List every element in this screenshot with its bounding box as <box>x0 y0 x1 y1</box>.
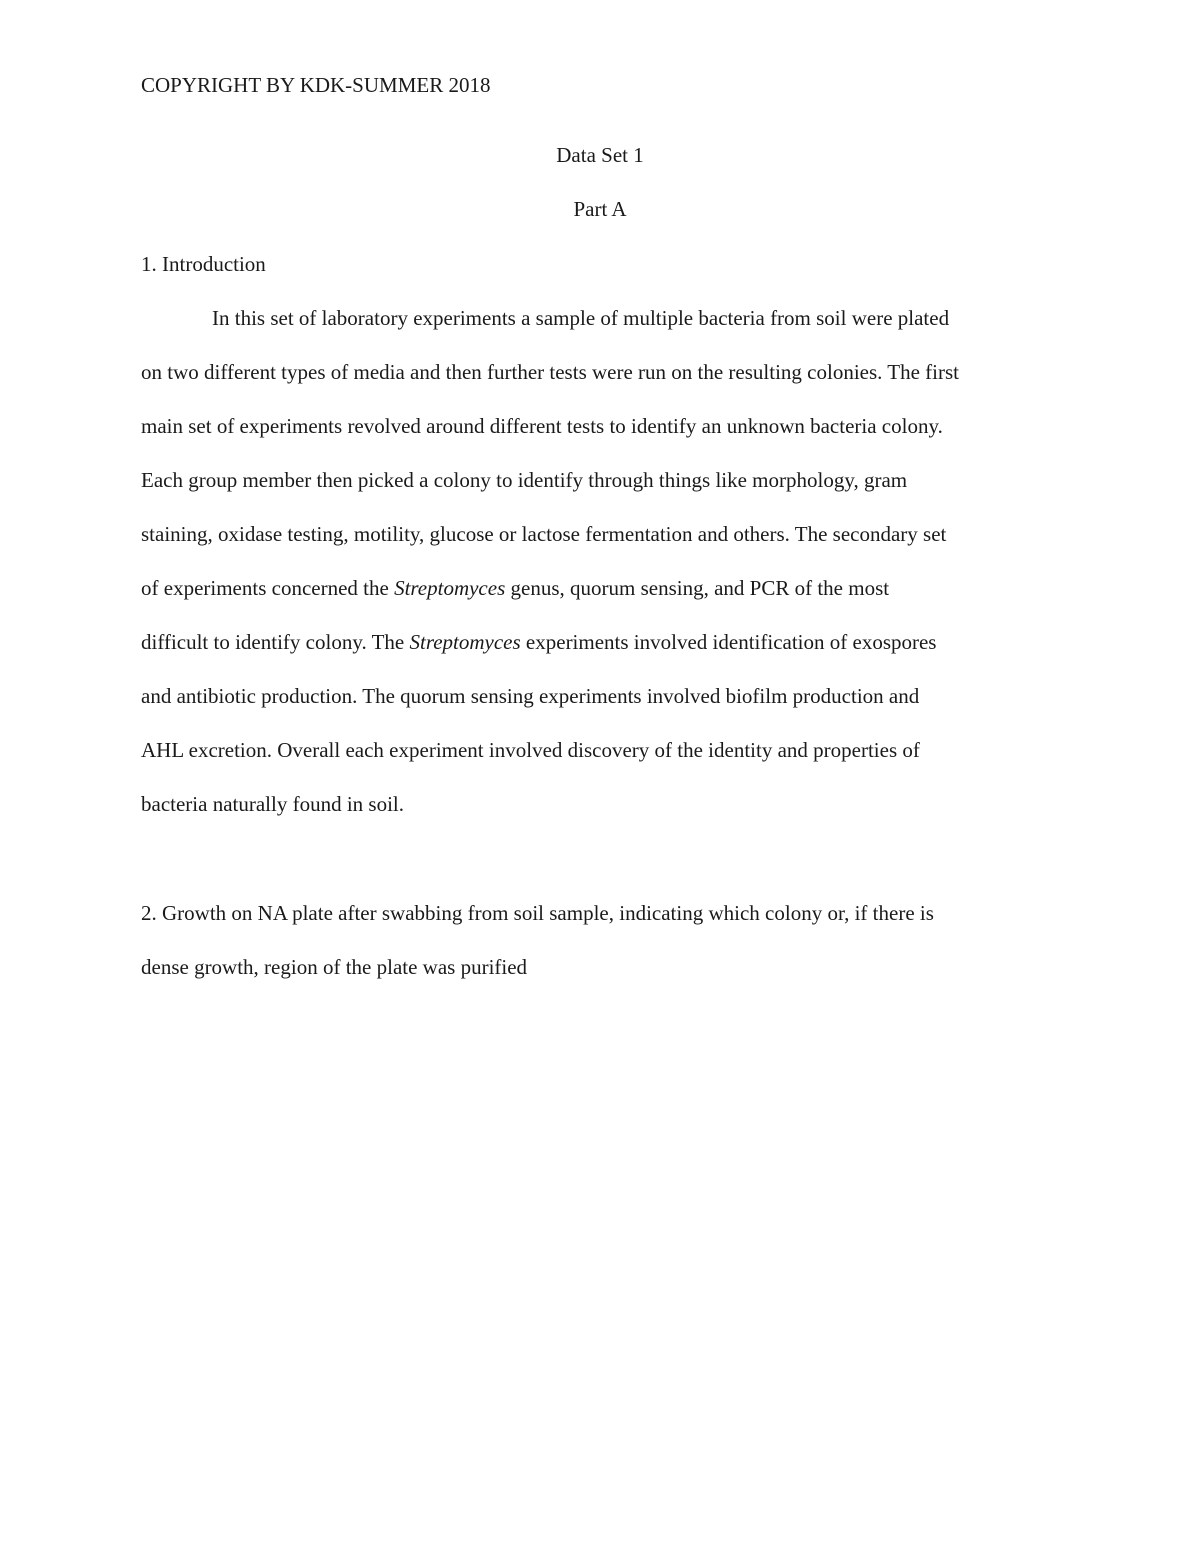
genus-italic: Streptomyces <box>394 576 506 600</box>
paragraph-line: staining, oxidase testing, motility, glucose or lactose fermentation and others. The secondary set <box>141 522 947 546</box>
text-run: experiments involved identification of exospores <box>520 630 937 654</box>
paragraph-line: on two different types of media and then further tests were run on the resulting colonies. The first <box>141 360 960 384</box>
document-title: Data Set 1 <box>556 143 644 167</box>
section-heading-introduction: 1. Introduction <box>141 252 266 276</box>
paragraph-line: AHL excretion. Overall each experiment involved discovery of the identity and properties of <box>141 738 920 762</box>
paragraph-line <box>141 629 936 655</box>
paragraph-line: Each group member then picked a colony to identify through things like morphology, gram <box>141 468 908 492</box>
text-run: of experiments concerned the <box>141 576 395 600</box>
genus-italic: Streptomyces <box>409 630 521 654</box>
paragraph-line <box>141 575 889 601</box>
paragraph-line: main set of experiments revolved around different tests to identify an unknown bacteria colony. <box>141 414 943 438</box>
text-run: difficult to identify colony. The <box>141 630 410 654</box>
section-heading-growth: 2. Growth on NA plate after swabbing from soil sample, indicating which colony or, if there is <box>141 901 934 925</box>
document-subtitle: Part A <box>573 197 627 221</box>
text-run: genus, quorum sensing, and PCR of the most <box>505 576 890 600</box>
paragraph-line: In this set of laboratory experiments a sample of multiple bacteria from soil were plated <box>212 306 950 330</box>
paragraph-line: bacteria naturally found in soil. <box>141 792 405 816</box>
copyright-header: COPYRIGHT BY KDK-SUMMER 2018 <box>141 73 491 97</box>
paragraph-line: dense growth, region of the plate was purified <box>141 955 528 979</box>
paragraph-line: and antibiotic production. The quorum sensing experiments involved biofilm production and <box>141 684 920 708</box>
